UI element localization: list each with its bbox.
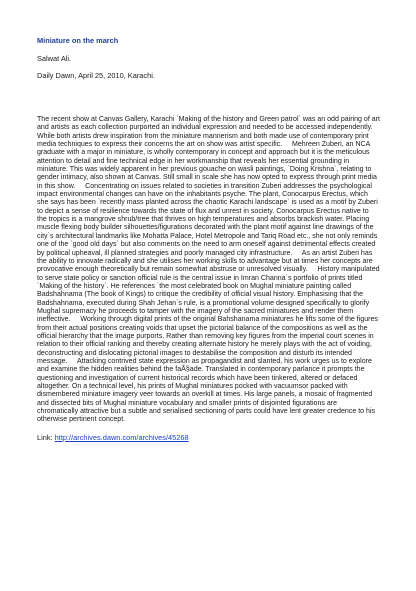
article-source: Daily Dawn, April 25, 2010, Karachi. [37, 71, 155, 80]
document-page [37, 36, 380, 449]
article-link-line [37, 433, 380, 442]
article-title: Miniature on the march [37, 36, 119, 45]
article-author: Salwat Ali. [37, 54, 72, 63]
article-body: The recent show at Canvas Gallery, Karachi `Making of the history and Green patrol` was an odd pairing of art and artists as each collection purported an individual expression and needed to be accessed independently. While both artists drew inspiration from the miniature mannerism and both made use of contemporary print media techniques to express their concerns the art on show was artist specific. Mehreen Zuberi, an NCA graduate with a major in miniature, is wholly contemporary in concept and approach but it is the meticulous attention to detail and fine technical edge in her workmanship that reveals her essential grounding in miniature. This was widely apparent in her previous gouache on wasli paintings, `Doing Krishna`, relating to gender intimacy, also shown at Canvas. Still small in scale she has now opted to express through print media in this show. Concentrating on issues related to societies in transition Zuberi addresses the psychological impact environmental changes can have on the inhabitants psyche. The plant, Conocarpus Erectus, which she says has been `recently mass planted across the chaotic Karachi landscape` is used as a motif by Zuberi to depict a sense of resilience towards the state of flux and unrest in society. Conocarpus Erectus native to the tropics is a mangrove shrub/tree that thrives on high temperatures and absorbs brackish water. Placing muscle flexing body builder silhouettes/figurations decorated with the plant motif against line drawings of the city`s architectural landmarks like Mohatta Palace, Hotel Metropole and Tariq Road etc., she not only reminds one of the `good old days` but also comments on the need to arm oneself against detrimental effects created by political upheaval, ill planned strategies and poorly managed city infrastructure. As an artist Zuberi has the ability to innovate radically and she utilises her working skills to advantage but at times her concepts are provocative enough theoretically but remain somewhat abstruse or unresolved visually. History manipulated to serve state policy or sanction official rule is the central issue in Imran Channa`s portfolio of prints titled `Making of the history`. He references `the most celebrated book on Mughal miniature painting called Badshahnama (The book of Kings) to critique the credibility of official visual history. Emphasising that the Badshahnama, executed during Shah Jehan`s rule, is a promotional volume designed specifically to glorify Mughal supremacy he proceeds to tamper with the imagery of the sacred miniatures and render them ineffective. Working through digital prints of the original Bahshanama miniatures he lifts some of the figures from their actual positions creating voids that upset the pictorial balance of the compositions as well as the official hierarchy that the image purports. Rather than removing key figures from the imperial court scenes in relation to their official ranking and thereby creating alternate history he merely plays with the act of voiding, deconstructing and dislocating pictorial images to destabilise the composition and disturb its intended message. Attacking contrived state expression as propagandist and slanted, his work urges us to explore and examine the hidden realities behind the faÃ§ade. Translated in contemporary parlance it prompts the questioning and investigation of current historical records which have been tinkered, altered or defaced altogether. On a technical level, his prints of Mughal miniatures pocked with vacuumsor packed with dismembered miniature imagery veer towards an overkill at times. His large panels, a mosaic of fragmented and dissected bits of Mughal miniature vocabulary and smaller prints of disjointed figurations are chromatically attractive but a subtle and serialised sectioning of parts could have lent greater credence to his otherwise pertinent concept. [37, 116, 382, 424]
archive-link[interactable]: http://archives.dawn.com/archives/45268 [54, 432, 189, 442]
link-label: Link: [37, 432, 55, 442]
